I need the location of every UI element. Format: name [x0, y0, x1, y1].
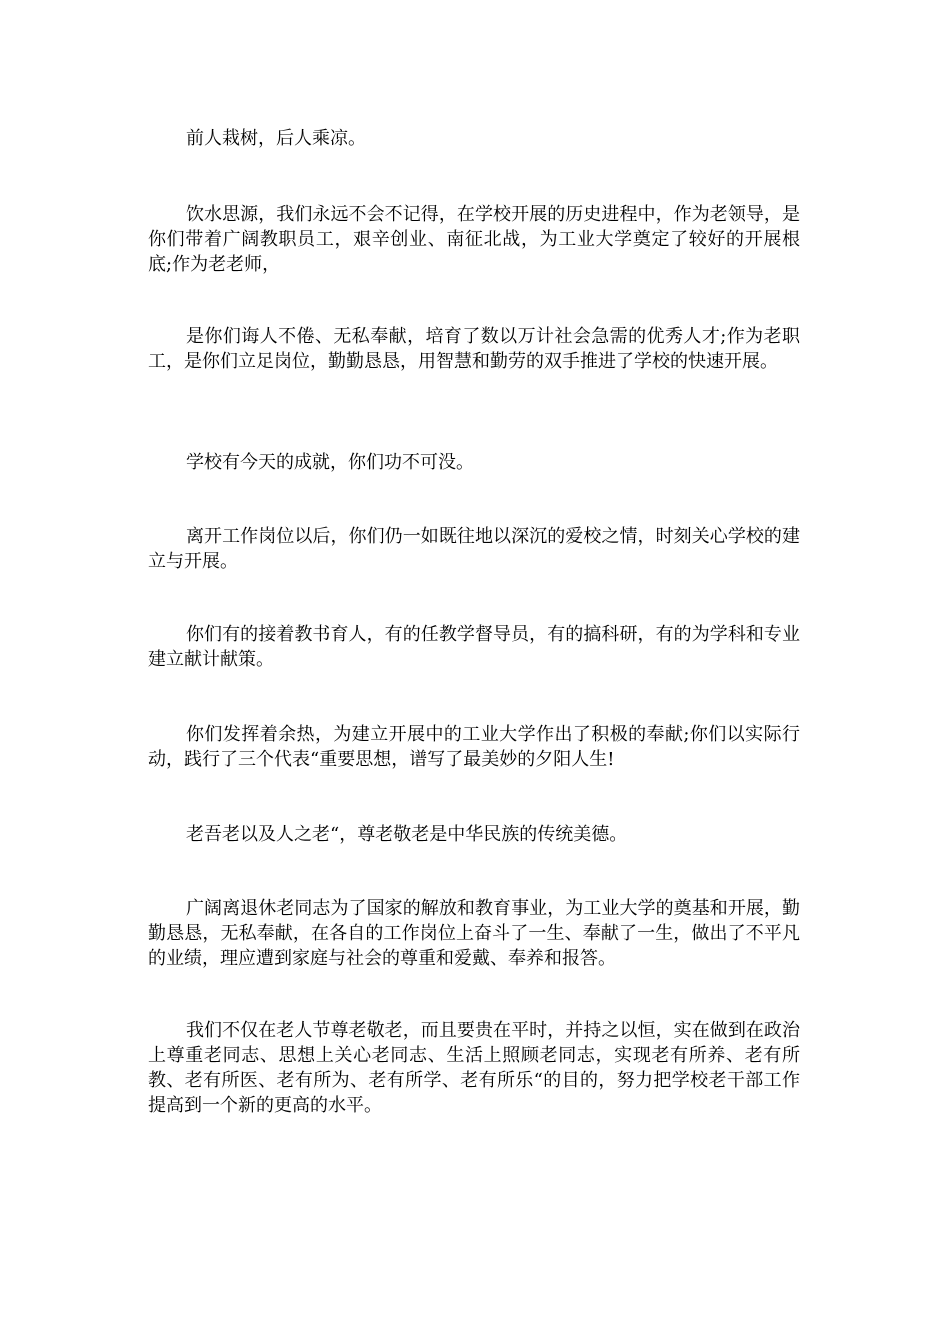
paragraph-6: 你们有的接着教书育人，有的任教学督导员，有的搞科研，有的为学科和专业建立献计献策。 [148, 624, 800, 670]
paragraph-1: 前人栽树，后人乘凉。 [186, 128, 366, 149]
paragraph-2: 饮水思源，我们永远不会不记得，在学校开展的历史进程中，作为老领导，是你们带着广阔教职员工，艰辛创业、南征北战，为工业大学奠定了较好的开展根底;作为老老师， [148, 204, 800, 275]
paragraph-5: 离开工作岗位以后，你们仍一如既往地以深沉的爱校之情，时刻关心学校的建立与开展。 [148, 526, 800, 572]
paragraph-9: 广阔离退休老同志为了国家的解放和教育事业，为工业大学的奠基和开展，勤勤恳恳，无私奉献，在各自的工作岗位上奋斗了一生、奉献了一生，做出了不平凡的业绩，理应遭到家庭与社会的尊重和爱戴、奉养和报答。 [148, 898, 800, 969]
paragraph-3: 是你们诲人不倦、无私奉献，培育了数以万计社会急需的优秀人才;作为老职工，是你们立足岗位，勤勤恳恳，用智慧和勤劳的双手推进了学校的快速开展。 [148, 326, 800, 372]
paragraph-10: 我们不仅在老人节尊老敬老，而且要贵在平时，并持之以恒，实在做到在政治上尊重老同志、思想上关心老同志、生活上照顾老同志，实现老有所养、老有所教、老有所医、老有所为、老有所学、老有所乐“的目的，努力把学校老干部工作提高到一个新的更高的水平。 [148, 1020, 800, 1116]
paragraph-8: 老吾老以及人之老“，尊老敬老是中华民族的传统美德。 [186, 824, 628, 845]
paragraph-7: 你们发挥着余热，为建立开展中的工业大学作出了积极的奉献;你们以实际行动，践行了三个代表“重要思想，谱写了最美妙的夕阳人生! [148, 724, 800, 770]
paragraph-4: 学校有今天的成就，你们功不可没。 [186, 452, 474, 473]
